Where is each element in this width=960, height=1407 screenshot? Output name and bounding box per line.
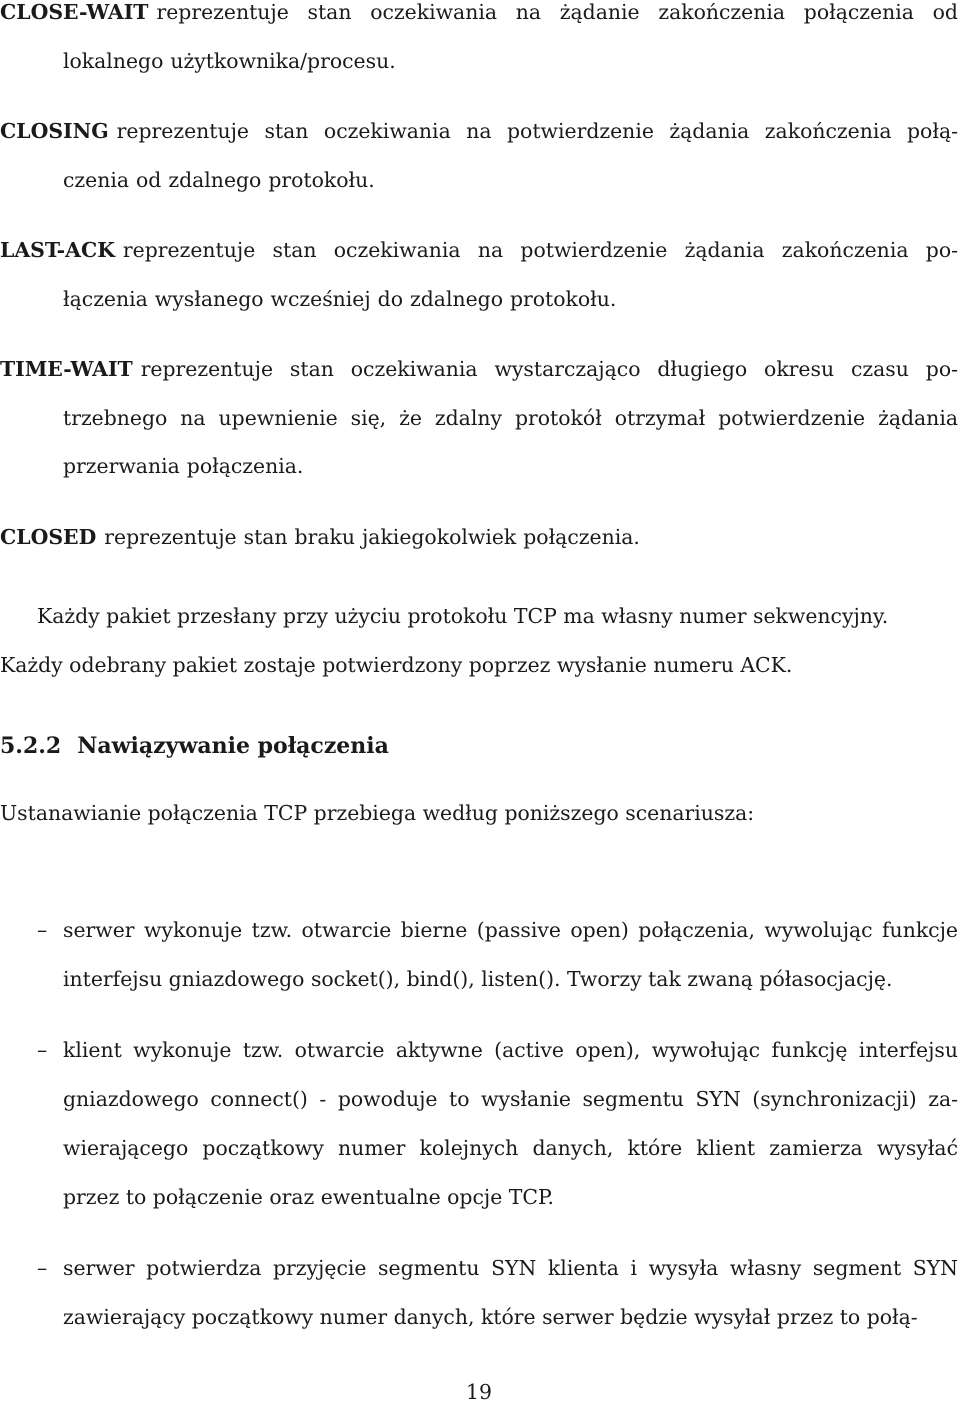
- list-item: [0, 906, 958, 1004]
- definition-time-wait: [0, 345, 958, 491]
- definition-term: CLOSE-WAIT: [0, 0, 149, 24]
- list-item-text: serwer wykonuje tzw. otwarcie bierne (passive open) połączenia, wywolując funkcje interfejsu gniazdowego socket(), bind(), listen(). Tworzy tak zwaną półasocjację.: [63, 918, 958, 991]
- section-title: Nawiązywanie połączenia: [77, 733, 389, 759]
- definition-term: CLOSING: [0, 119, 109, 143]
- definition-term: CLOSED: [0, 524, 97, 549]
- list-item-text: klient wykonuje tzw. otwarcie aktywne (active open), wywołując funkcję interfejsu gniazdowego connect() - powoduje to wysłanie segmentu SYN (synchronizacji) za-wierającego początkowy numer kolejnych danych, które klient zamierza wysyłać przez to połączenie oraz ewentualne opcje TCP.: [63, 1038, 958, 1209]
- list-item-text: serwer potwierdza przyjęcie segmentu SYN klienta i wysyła własny segment SYN zawierający początkowy numer danych, które serwer będzie wysyłał przez to połą-: [63, 1256, 958, 1329]
- definition-text: reprezentuje stan oczekiwania na potwierdzenie żądania zakończenia po-łączenia wysłanego wcześniej do zdalnego protokołu.: [63, 238, 958, 311]
- list-item: [0, 1244, 958, 1342]
- page-number: 19: [466, 1380, 492, 1404]
- definition-text: reprezentuje stan oczekiwania na potwierdzenie żądania zakończenia połą-czenia od zdalnego protokołu.: [63, 119, 958, 192]
- dash-bullet: –: [37, 918, 48, 942]
- definition-closed: [0, 513, 958, 562]
- section-intro: Ustanawianie połączenia TCP przebiega według poniższego scenariusza:: [0, 801, 755, 825]
- definition-text: reprezentuje stan braku jakiegokolwiek połączenia.: [104, 524, 640, 549]
- definition-closing: [0, 107, 958, 204]
- section-number: 5.2.2: [0, 733, 62, 759]
- body-paragraph: Każdy odebrany pakiet zostaje potwierdzony poprzez wysłanie numeru ACK.: [0, 653, 793, 677]
- definition-text: reprezentuje stan oczekiwania na żądanie zakończenia połączenia od lokalnego użytkownika/procesu.: [63, 0, 958, 73]
- list-item: [0, 1026, 958, 1222]
- dash-bullet: –: [37, 1038, 48, 1062]
- dash-bullet: –: [37, 1256, 48, 1280]
- sequence-number-paragraph: [0, 592, 958, 690]
- section-heading: [0, 728, 389, 764]
- definition-text: reprezentuje stan oczekiwania wystarczająco długiego okresu czasu po-trzebnego na upewnienie się, że zdalny protokół otrzymał potwierdzenie żądania przerwania połączenia.: [63, 357, 958, 478]
- handshake-steps-list: [0, 906, 958, 1342]
- definition-close-wait: [0, 0, 958, 85]
- definition-term: TIME-WAIT: [0, 357, 133, 381]
- definition-last-ack: [0, 226, 958, 323]
- tcp-state-definitions: [0, 0, 958, 561]
- body-paragraph: Każdy pakiet przesłany przy użyciu protokołu TCP ma własny numer sekwencyjny.: [37, 604, 889, 628]
- definition-term: LAST-ACK: [0, 238, 115, 262]
